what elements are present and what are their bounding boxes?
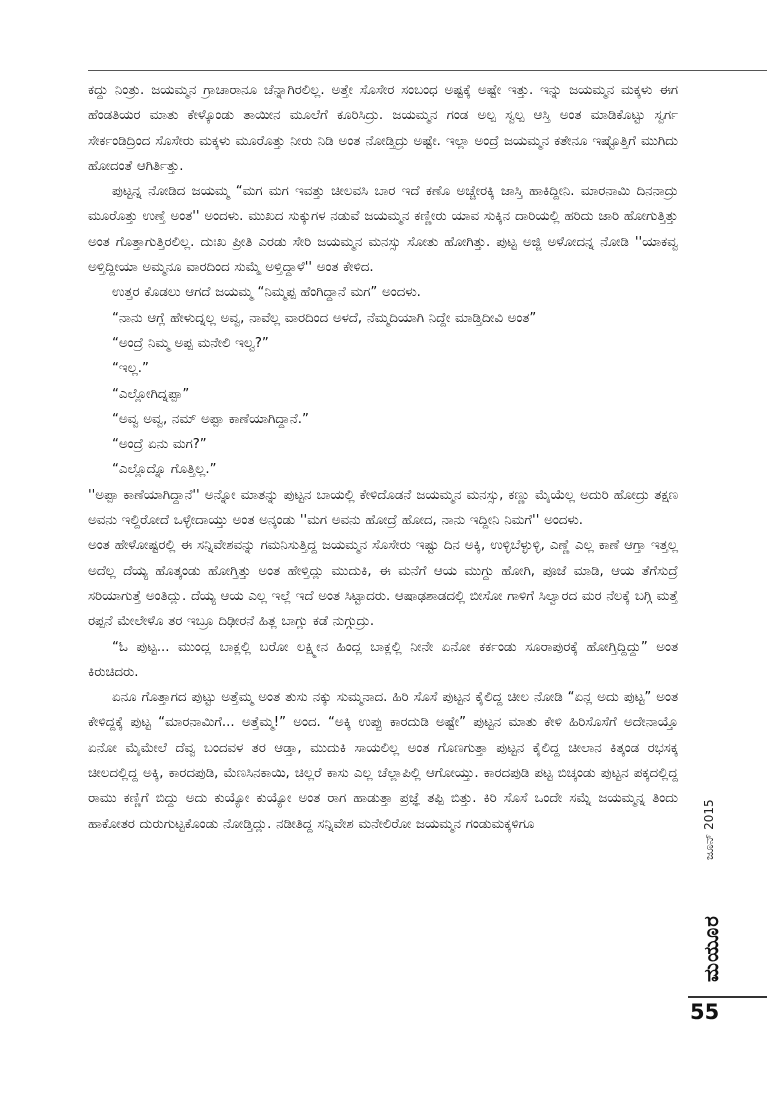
dialogue-line-5: “ಅಂದ್ರೆ ಏನು ಮಗ?” [112,437,207,453]
dialogue-line-6: “ಎಲ್ಲೊದ್ನೊ ಗೊತ್ತಿಲ್ಲ.” [112,462,217,478]
paragraph-6: ಅಂತ ಹೇಳೋಷ್ಟರಲ್ಲಿ ಈ ಸನ್ನಿವೇಶವನ್ನು ಗಮನಿಸುತ್ತಿದ್ದ ಜಯಮ್ಮನ ಸೊಸೇರು ಇಷ್ಟು ದಿನ ಅಕ್ಕಿ, ಉಳ್ಳಿಬೆಳ್ಳುಳ್ಳಿ, ಎಣ್ಣೆ ಎಲ್ಲ ಕಾಣೆ ಆಗ್ತಾ ಇತ್ತಲ್ಲ ಅದೆಲ್ಲ ದೆಯ್ಯ ಹೊತ್ಕಂಡು ಹೋಗ್ತಿತ್ತು ಅಂತ ಹೇಳ್ತಿದ್ಲು ಮುದುಕಿ, ಈ ಮನೆಗೆ ಆಯ ಮುಗ್ದು ಹೋಗಿ, ಪೂಜೆ ಮಾಡಿ, ಆಯ ತೆಗೆಸುದ್ರೆ ಸರಿಯಾಗುತ್ತೆ ಅಂತಿದ್ಲು. ದೆಯ್ಯ ಆಯ ಎಲ್ಲ ಇಲ್ಲೆ ಇದೆ ಅಂತ ಸಿಟ್ಟಾದರು. ಆಷಾಢಶಾಡದಲ್ಲಿ ಬೀಸೋ ಗಾಳಿಗೆ ಸಿಲ್ವಾರದ ಮರ ನೆಲಕ್ಕೆ ಬಗ್ಗಿ ಮತ್ತೆ ರಪ್ಪನೆ ಮೇಲೇಳೊ ತರ ಇಬ್ರೂ ದಿಢೀರನೆ ಹಿತ್ಲ ಬಾಗ್ಲು ಕಡೆ ನುಗ್ಗುದ್ರು. [88,538,678,630]
dialogue-line-1: “ಅಂದ್ರೆ ನಿಮ್ಮ ಅಪ್ಪ ಮನೇಲಿ ಇಲ್ವ?” [112,335,269,351]
issue-date: ಜೂನ್ 2015 [702,799,716,860]
magazine-logo: ಮಯೂರ [699,915,723,982]
paragraph-1: ಕದ್ದು ನಿಂತ್ರು. ಜಯಮ್ಮನ ಗ್ರಾಚಾರಾನೂ ಚೆನ್ನಾಗಿರಲಿಲ್ಲ. ಅತ್ತೇ ಸೊಸೇರ ಸಂಬಂಧ ಅಷ್ಟಕ್ಕೆ ಅಷ್ಟೇ ಇತ್ತು. ಇನ್ನು ಜಯಮ್ಮನ ಮಕ್ಕಳು ಈಗ ಹೆಂಡತಿಯರ ಮಾತು ಕೇಳ್ಕೊಂಡು ತಾಯೀನ ಮೂಲೆಗೆ ಕೂರಿಸಿದ್ರು. ಜಯಮ್ಮನ ಗಂಡ ಅಲ್ಪ ಸ್ವಲ್ಪ ಆಸ್ತಿ ಅಂತ ಮಾಡಿಕೊಟ್ಟು ಸ್ವರ್ಗ ಸೇರ್ಕಂಡಿದ್ರಿಂದ ಸೊಸೇರು ಮಕ್ಕಳು ಮೂರೊತ್ತು ನೀರು ನಿಡಿ ಅಂತ ನೋಡ್ತಿದ್ರು ಅಷ್ಟೇ. ಇಲ್ಲಾ ಅಂದ್ರೆ ಜಯಮ್ಮನ ಕತೇನೂ ಇಷ್ಟೊತ್ತಿಗೆ ಮುಗಿದು ಹೋದಂತೆ ಆಗಿರ್ತಿತ್ತು. [88,83,678,174]
dialogue-line-2: “ಇಲ್ಲ.” [112,361,149,377]
dialogue-line-3: “ಎಲ್ಲೋಗಿದ್ನಪ್ಪಾ” [112,386,190,402]
paragraph-5: ''ಅಪ್ಪಾ ಕಾಣೆಯಾಗಿದ್ದಾನೆ'' ಅನ್ನೋ ಮಾತನ್ನು ಪುಟ್ಟನ ಬಾಯಲ್ಲಿ ಕೇಳಿದೊಡನೆ ಜಯಮ್ಮನ ಮನಸ್ಸು, ಕಣ್ಣು ಮೈಯೆಲ್ಲ ಅದುರಿ ಹೋದ್ರು ತಕ್ಷಣ ಅವನು ಇಲ್ದಿರೋದೆ ಒಳ್ಳೇದಾಯ್ತು ಅಂತ ಅನ್ಕಂಡು ''ಮಗ ಅವನು ಹೋದ್ರೆ ಹೋದ, ನಾನು ಇದ್ದೀನಿ ನಿಮಗೆ'' ಅಂದಳು. [88,487,678,529]
paragraph-7: “ಓ ಪುಟ್ಟ... ಮುಂದ್ಲ ಬಾಕ್ಲಲ್ಲಿ ಬರೋ ಲಕ್ಷ್ಮೀನ ಹಿಂದ್ಲ ಬಾಕ್ಲಲ್ಲಿ ನೀನೇ ಏನೋ ಕರ್ಕಂಡು ಸೂರಾಪುರಕ್ಕೆ ಹೋಗ್ತಿದ್ದಿದ್ದು” ಅಂತ ಕಿರುಚಿದರು. [88,639,678,680]
paragraph-2: ಪುಟ್ಟನ್ನ ನೋಡಿದ ಜಯಮ್ಮ “ಮಗ ಮಗ ಇವತ್ತು ಚೀಲವಸಿ ಬಾರ ಇದೆ ಕಣೊ ಅಚ್ಚೇರಕ್ಕಿ ಜಾಸ್ತಿ ಹಾಕಿದ್ದೀನಿ. ಮಾರನಾಮಿ ದಿನನಾದ್ರು ಮೂರೊತ್ತು ಉಣ್ತೆ ಅಂತ'' ಅಂದಳು. ಮುಖದ ಸುಕ್ಕುಗಳ ನಡುವೆ ಜಯಮ್ಮನ ಕಣ್ಣೀರು ಯಾವ ಸುಕ್ಕಿನ ದಾರಿಯಲ್ಲಿ ಹರಿದು ಜಾರಿ ಹೋಗುತ್ತಿತ್ತು ಅಂತ ಗೊತ್ತಾಗುತ್ತಿರಲಿಲ್ಲ. ದುಃಖ ಪ್ರೀತಿ ಎರಡು ಸೇರಿ ಜಯಮ್ಮನ ಮನಸ್ಸು ಸೋತು ಹೋಗಿತ್ತು. ಪುಟ್ಟ ಅಜ್ಜಿ ಅಳೋದನ್ನ ನೋಡಿ ''ಯಾಕವ್ವ ಅಳ್ತಿದ್ದೀಯಾ ಅಮ್ಮನೂ ವಾರದಿಂದ ಸುಮ್ಮೆ ಅಳ್ತಿದ್ದಾಳೆ'' ಅಂತ ಕೇಳಿದ. [88,184,678,276]
paragraph-3: ಉತ್ತರ ಕೊಡಲು ಆಗದೆ ಜಯಮ್ಮ “ನಿಮ್ಮಪ್ಪ ಹೆಂಗಿದ್ದಾನೆ ಮಗ” ಅಂದಳು. [112,285,421,301]
page-number: 55 [690,1000,720,1024]
dialogue-line-4: “ಅವ್ವ ಅವ್ವ, ನಮ್ ಅಪ್ಪಾ ಕಾಣೆಯಾಗಿದ್ದಾನೆ.” [112,411,309,427]
header-rule [88,70,767,71]
paragraph-4: “ನಾನು ಆಗ್ಲೆ ಹೇಳುದ್ನಲ್ಲ ಅವ್ವ, ನಾವೆಲ್ಲ ವಾರದಿಂದ ಅಳದೆ, ನೆಮ್ಮದಿಯಾಗಿ ನಿದ್ದೇ ಮಾಡ್ತಿದೀವಿ ಅಂತ” [112,310,537,326]
paragraph-8: ಏನೂ ಗೊತ್ತಾಗದ ಪುಟ್ಟು ಅತ್ತೆಮ್ಮ ಅಂತ ತುಸು ನಕ್ಕು ಸುಮ್ಮನಾದ. ಹಿರಿ ಸೊಸೆ ಪುಟ್ಟನ ಕೈಲಿದ್ದ ಚೀಲ ನೋಡಿ “ಏನ್ಲ ಅದು ಪುಟ್ಟ” ಅಂತ ಕೇಳಿದ್ದಕ್ಕೆ ಪುಟ್ಟ “ಮಾರನಾಮಿಗೆ... ಅತ್ತೆಮ್ಮ!” ಅಂದ. “ಅಕ್ಕಿ ಉಪ್ಪು ಕಾರದುಡಿ ಅಷ್ಟೇ” ಪುಟ್ಟನ ಮಾತು ಕೇಳಿ ಹಿರಿಸೊಸೆಗೆ ಅದೇನಾಯ್ತೊ ಏನೋ ಮೈಮೇಲೆ ದೆವ್ವ ಬಂದವಳ ತರ ಆಡ್ತಾ, ಮುದುಕಿ ಸಾಯಲಿಲ್ಲ ಅಂತ ಗೊಣಗುತ್ತಾ ಪುಟ್ಟನ ಕೈಲಿದ್ದ ಚೀಲಾನ ಕಿತ್ಕಂಡ ರಭಸಕ್ಕ ಚೀಲದಲ್ಲಿದ್ದ ಅಕ್ಕಿ, ಕಾರದಪುಡಿ, ಮೆಣಸಿನಕಾಯಿ, ಚಿಲ್ಲರೆ ಕಾಸು ಎಲ್ಲ ಚೆಲ್ಲಾಪಿಲ್ಲಿ ಆಗೋಯ್ತು. ಕಾರದಪುಡಿ ಪಟ್ಟ ಬಿಚ್ಕಂಡು ಪುಟ್ಟನ ಪಕ್ಕದಲ್ಲಿದ್ದ ರಾಮು ಕಣ್ಣಿಗೆ ಬಿದ್ದು ಅದು ಕುಯ್ಯೋ ಕುಯ್ಯೋ ಅಂತ ರಾಗ ಹಾಡುತ್ತಾ ಪ್ರಜ್ಞೆ ತಪ್ಪಿ ಬಿತ್ತು. ಕಿರಿ ಸೊಸೆ ಒಂದೇ ಸಮ್ನೆ ಜಯಮ್ಮನ್ನ ತಿಂದು ಹಾಕೋತರ ದುರುಗುಟ್ಟಕೊಂಡು ನೋಡ್ತಿದ್ಲು. ನಡೀತಿದ್ದ ಸನ್ನಿವೇಶ ಮನೇಲಿರೋ ಜಯಮ್ಮನ ಗಂಡುಮಕ್ಕಳಿಗೂ [88,690,678,832]
article-body [88,78,678,837]
footer-rule [688,996,767,998]
